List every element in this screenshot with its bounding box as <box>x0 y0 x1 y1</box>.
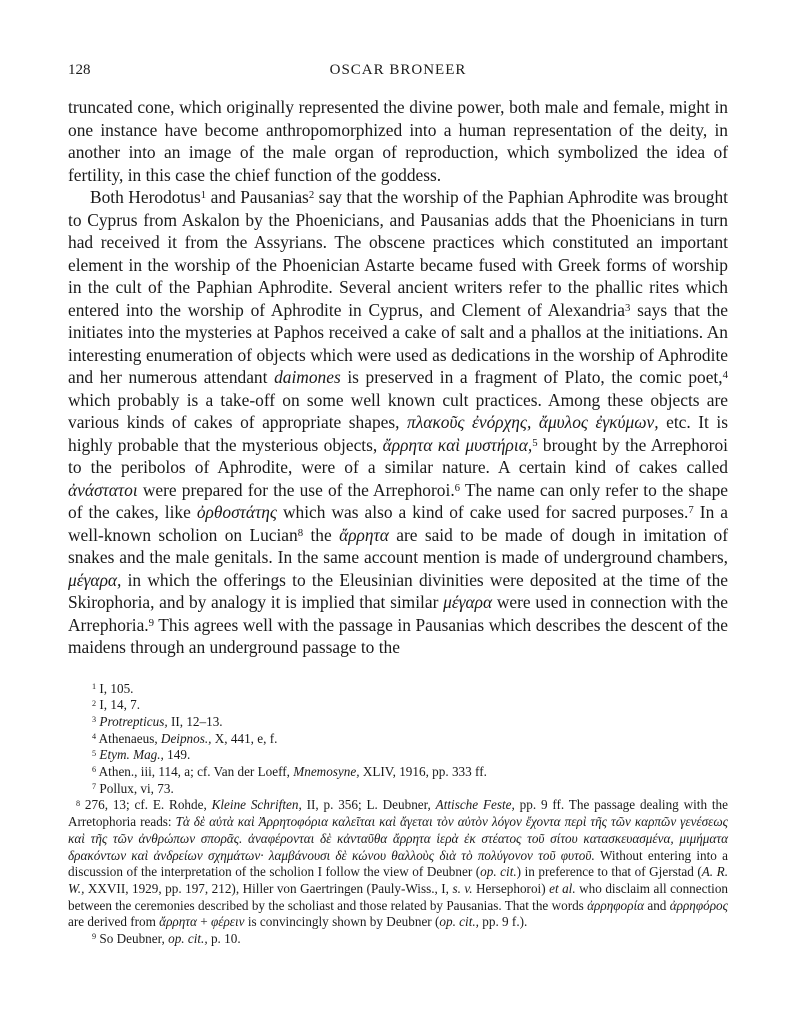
footnote-marker: 5 <box>92 748 97 758</box>
footnote-marker: 2 <box>308 189 315 202</box>
text-run: Pollux, vi, 73. <box>96 780 174 796</box>
footnote-marker: 6 <box>92 765 97 775</box>
footnote <box>92 697 728 714</box>
text-run: 276, 13; cf. E. Rohde, <box>80 797 212 813</box>
text-run: are derived from <box>68 914 160 930</box>
text-run: I, 14, 7. <box>96 697 141 713</box>
italic-text: ὀρθοστάτης <box>196 502 277 522</box>
text-run: which was also a kind of cake used for sacred purposes. <box>276 502 689 522</box>
text-run: in which the offerings to the Eleusinian divinities were deposited at the time of the Skirophoria, and by analogy it is implied that similar <box>68 569 728 612</box>
text-run: pp. 9 f.). <box>478 914 528 930</box>
footnote <box>68 797 728 931</box>
footnote-marker: 4 <box>722 369 728 382</box>
footnote-marker: 7 <box>92 782 97 792</box>
text-run: is preserved in a fragment of Plato, the comic poet, <box>340 367 723 387</box>
text-run: and Pausanias <box>206 187 309 207</box>
italic-text: πλακοῦς ἐνόρχης, ἄμυλος ἐγκύμων, <box>407 412 659 432</box>
paragraph <box>68 186 728 659</box>
italic-text: μέγαρα <box>443 592 493 612</box>
footnote-marker: 9 <box>92 932 97 942</box>
text-run: So Deubner, <box>96 931 169 947</box>
footnote-marker: 8 <box>297 526 304 539</box>
italic-text: ἀρρηφορία <box>587 897 645 913</box>
text-run: + <box>196 914 211 930</box>
footnote-marker: 2 <box>92 698 97 708</box>
text-run: II, 12–13. <box>167 713 223 729</box>
footnote-marker: 7 <box>688 504 694 517</box>
text-run: The name can only refer to the shape of the cakes, like <box>68 479 728 522</box>
italic-text: Attische Feste, <box>435 797 515 813</box>
text-run: say that the worship of the Paphian Aphrodite was brought to Cyprus from Askalon by the Phoenicians, and Pausanias adds that the Phoenicians in turn had received it from the Assyrians. The obscene practices which constituted an important element in the worship of the Phoenician Astarte became fused with Greek forms of worship in the cult of the Paphian Aphrodite. Several ancient writers refer to the phallic rites which entered into the worship of Aphrodite in Cyprus, and Clement of Alexandria <box>68 187 728 320</box>
italic-text: φέρειν <box>210 914 245 930</box>
footnotes <box>68 681 728 948</box>
footnote-marker: 3 <box>92 715 97 725</box>
text-run: Without entering into a discussion of the interpretation of the scholion I follow the view of Deubner ( <box>68 847 728 880</box>
text-run: ) in preference to that of Gjerstad ( <box>516 864 702 880</box>
footnote <box>92 714 728 731</box>
italic-text: μέγαρα, <box>68 569 122 590</box>
footnote <box>92 681 728 698</box>
text-run: Athen., iii, 114, a; cf. Van der Loeff, <box>96 764 294 780</box>
footnote <box>92 931 728 948</box>
footnote-marker: 1 <box>200 189 207 202</box>
text-run: were used in connection with the Arrephoria. <box>68 592 728 635</box>
italic-text: Τὰ δὲ αὐτὰ καὶ Ἀρρητοφόρια καλεῖται καὶ ἄγεται τὸν αὐτὸν λόγον ἔχοντα περὶ τῆς τῶν καρπῶν γενέσεως καὶ τῆς τῶν ἀνθρώπων σπορᾶς. ἀναφέρονται δὲ κἀνταῦθα ἄρρητα ἱερὰ ἐκ στέατος τοῦ σίτου κατασκευασμένα, μιμήματα δρακόντων καὶ ἀνδρείων σχημάτων· λαμβάνουσι δὲ κώνου θαλλοὺς διὰ τὸ πολύγονον τοῦ φυτοῦ. <box>68 814 728 863</box>
text-run: XLIV, 1916, pp. 333 ff. <box>359 764 487 780</box>
italic-text: s. v. <box>452 880 473 896</box>
footnote-marker: 3 <box>625 301 631 314</box>
paragraph <box>68 96 728 186</box>
page <box>68 62 728 948</box>
text-run: I, 105. <box>96 680 134 696</box>
italic-text: Kleine Schriften, <box>211 797 302 813</box>
footnote-marker: 8 <box>76 798 81 808</box>
footnote-marker: 5 <box>532 436 538 449</box>
page-number: 128 <box>68 62 91 78</box>
text-run: XXVII, 1929, pp. 197, 212), Hiller von Gaertringen (Pauly-Wiss., I, <box>84 880 453 896</box>
footnote-marker: 6 <box>454 481 461 494</box>
text-run: were prepared for the use of the Arrephoroi. <box>137 479 455 500</box>
italic-text: Etym. Mag., <box>99 747 164 763</box>
text-run: II, p. 356; L. Deubner, <box>301 797 436 813</box>
italic-text: ἄρρητα <box>339 524 389 545</box>
italic-text: op. cit., <box>168 931 208 947</box>
text-run: p. 10. <box>207 931 241 947</box>
italic-text: op. cit., <box>439 914 479 930</box>
italic-text: Mnemosyne, <box>293 764 360 780</box>
text-run: and <box>644 897 670 913</box>
text-run: etc. It is highly probable that the mysterious objects, <box>68 412 728 455</box>
footnote-marker: 4 <box>92 731 97 741</box>
body-text <box>68 96 728 659</box>
footnote-marker: 1 <box>92 681 97 691</box>
text-run: This agrees well with the passage in Pausanias which describes the descent of the maidens through an underground passage to the <box>68 614 728 657</box>
italic-text: ἀρρηφόρος <box>669 897 728 913</box>
text-run: 149. <box>163 747 191 763</box>
text-run: says that the initiates into the mysteries at Paphos received a cake of salt and a phallos at the initiations. An interesting enumeration of objects which were used as dedications in the worship of Aphrodite and her numerous attendant <box>68 299 728 387</box>
text-run: Hersephoroi) <box>472 880 550 896</box>
italic-text: ἄρρητα καὶ μυστήρια, <box>382 434 533 455</box>
text-run: who disclaim all connection between the ceremonies described by the scholiast and those related by Pausanias. That the words <box>68 880 729 913</box>
italic-text: Deipnos., <box>160 730 212 746</box>
italic-text: ἄρρητα <box>159 914 197 930</box>
footnote <box>92 747 728 764</box>
text-run: which probably is a take-off on some well known cult practices. Among these objects are various kinds of cakes of appropriate shapes, <box>68 389 728 432</box>
italic-text: ἀνάστατοι <box>68 479 138 500</box>
text-run: X, 441, e, f. <box>211 730 278 746</box>
italic-text: Protrepticus, <box>99 713 168 729</box>
text-run: the <box>303 524 340 545</box>
footnote <box>92 731 728 748</box>
text-run: brought by the Arrephoroi to the peribolos of Aphrodite, were of a similar nature. A certain kind of cakes called <box>68 434 728 477</box>
footnote <box>92 781 728 798</box>
italic-text: et al. <box>549 880 576 896</box>
text-run: Both Herodotus <box>90 187 201 207</box>
italic-text: A. R. W., <box>68 864 728 896</box>
footnote <box>92 764 728 781</box>
italic-text: op. cit. <box>480 864 517 880</box>
text-run: In a well-known scholion on Lucian <box>68 502 728 545</box>
text-run: truncated cone, which originally represented the divine power, both male and female, might in one instance have become anthropomorphized into a human representation of the deity, in another into an image of the male organ of reproduction, which symbolized the idea of fertility, in this case the chief function of the goddess. <box>68 97 728 185</box>
italic-text: daimones <box>274 367 341 387</box>
running-head-author: OSCAR BRONEER <box>329 62 467 78</box>
text-run: pp. 9 ff. The passage dealing with the Arretophoria reads: <box>68 797 728 830</box>
text-run: are said to be made of dough in imitation of snakes and the male genitals. In the same account mention is made of underground chambers, <box>68 524 728 567</box>
running-header <box>68 62 728 88</box>
text-run: Athenaeus, <box>96 730 161 746</box>
footnote-marker: 9 <box>148 616 155 629</box>
text-run: is convincingly shown by Deubner ( <box>244 914 440 930</box>
